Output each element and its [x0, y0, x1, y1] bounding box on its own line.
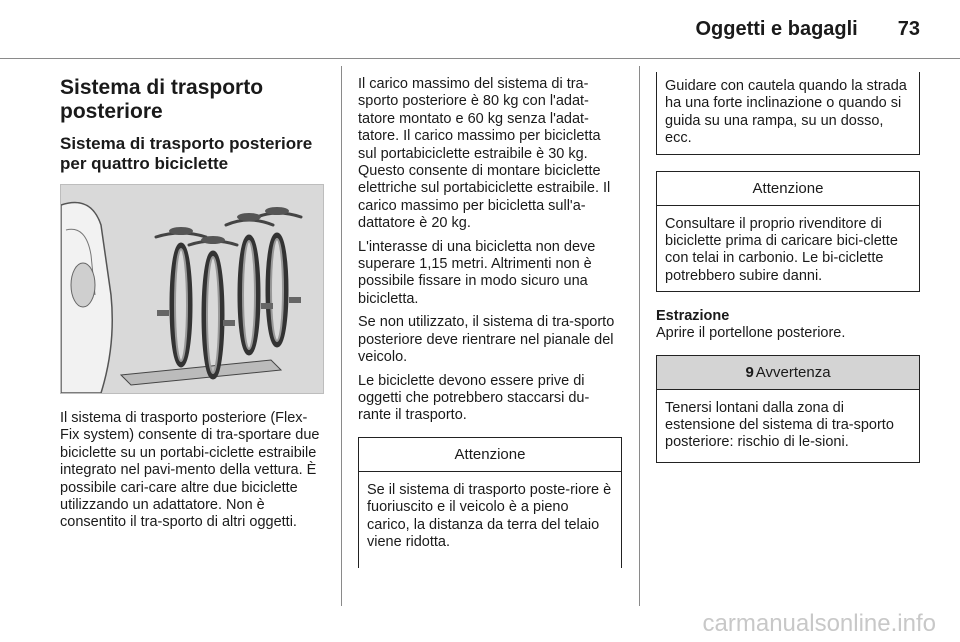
attention-box-title: Attenzione [359, 438, 621, 472]
attention-box-title: Attenzione [657, 172, 919, 206]
attention-box-continued [656, 72, 920, 155]
extraction-heading: Estrazione [656, 308, 730, 325]
section-heading: Sistema di trasporto posteriore [60, 76, 264, 123]
column-divider-1 [341, 66, 342, 606]
page-number: 73 [897, 18, 920, 40]
attention-box-1 [358, 437, 622, 568]
intro-paragraph: Il sistema di trasporto posteriore (Flex-Fix system) consente di tra-sportare due biciclette su un portabi-ciclette estraibile integrato nel pavi-mento della vettura. È possibile cari-care altre due biciclette utilizzando un adattatore. Non è consentito il tra-sporto di altri oggetti. [60, 410, 320, 531]
body-paragraph-1: Il carico massimo del sistema di tra-sporto posteriore è 80 kg con l'adat-tatore montato e 60 kg senza l'adat-tatore. Il carico massimo per bicicletta sul portabiciclette estraibile è 30 kg. Questo consente di montare biciclette elettriche sul portabiciclette estraibile. Il carico massimo per bicicletta sull'a-dattatore è 20 kg. [358, 76, 611, 232]
body-paragraph-2: L'interasse di una bicicletta non deve superare 1,15 metri. Altrimenti non è possibile fissare in modo sicuro una bicicletta. [358, 238, 596, 307]
watermark: carmanualsonline.info [702, 610, 936, 637]
column-2 [358, 76, 622, 568]
page-header [0, 18, 920, 52]
extraction-text: Aprire il portellone posteriore. [656, 325, 846, 342]
warning-box [656, 355, 920, 463]
column-1 [60, 76, 326, 538]
bike-rack-illustration [60, 184, 324, 394]
warning-box-text: Tenersi lontani dalla zona di estensione del sistema di tra-sporto posteriore: rischio di le-sioni. [665, 399, 894, 451]
column-3 [656, 72, 920, 479]
section-title: Oggetti e bagagli [695, 18, 858, 40]
attention-box-2 [656, 171, 920, 293]
warning-icon: 9 [745, 363, 754, 381]
body-paragraph-3: Se non utilizzato, il sistema di tra-sporto posteriore deve rientrare nel pianale del veicolo. [358, 314, 615, 366]
attention-box-text: Se il sistema di trasporto poste-riore è fuoriuscito e il veicolo è a pieno carico, la distanza da terra del telaio viene ridotta. [367, 481, 612, 550]
column-divider-2 [639, 66, 640, 606]
body-paragraph-4: Le biciclette devono essere prive di oggetti che potrebbero staccarsi du-rante il trasporto. [358, 372, 590, 424]
subsection-heading: Sistema di trasporto posteriore per quattro biciclette [60, 134, 313, 173]
warning-box-title: Avvertenza [755, 363, 831, 381]
header-divider [0, 58, 960, 59]
attention-continued-text: Guidare con cautela quando la strada ha una forte inclinazione o quando si guida su una rampa, su un dosso, ecc. [665, 78, 907, 147]
warning-box-header [657, 356, 919, 390]
attention-box-text: Consultare il proprio rivenditore di biciclette prima di caricare bici-clette con telai in carbonio. Le bi-ciclette potrebbero subire danni. [665, 215, 898, 284]
